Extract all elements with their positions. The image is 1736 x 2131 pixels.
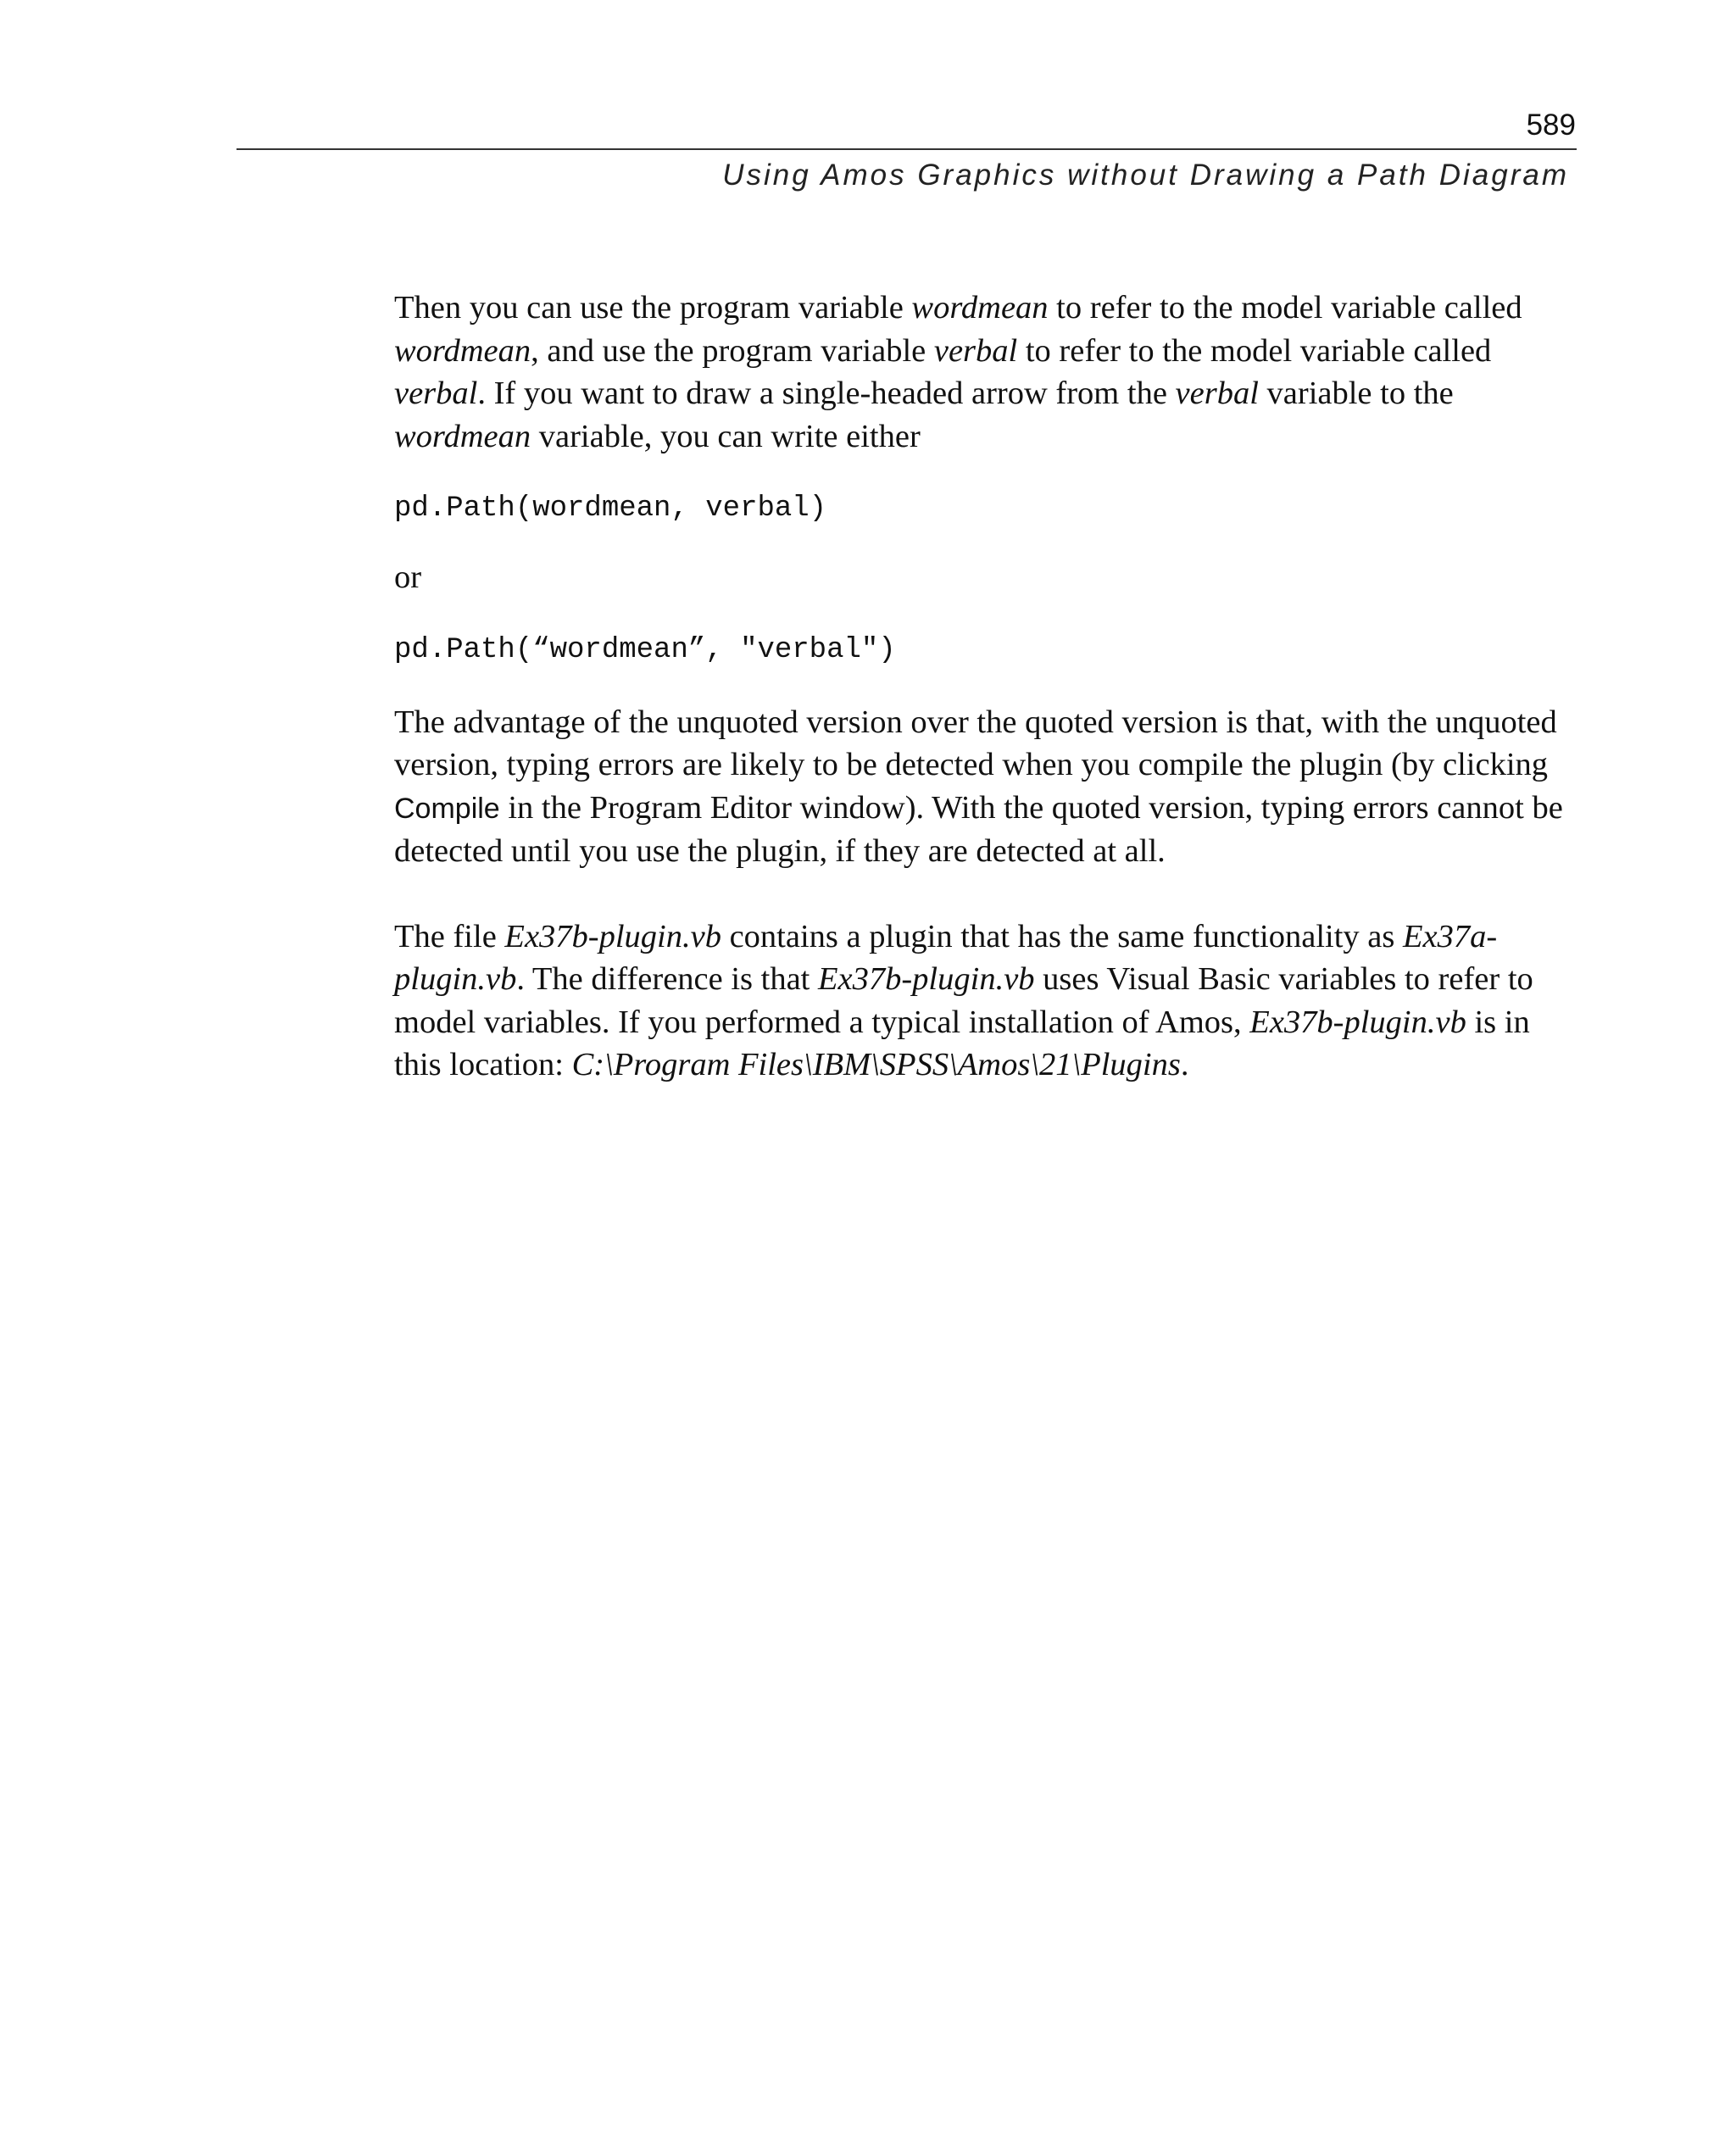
variable-name: wordmean (394, 418, 531, 454)
text-span: to refer to the model variable called (1017, 332, 1492, 369)
file-name: Ex37b-plugin.vb (504, 918, 721, 954)
file-name: Ex37a-plugin.vb (394, 918, 1498, 997)
text-span: . (1180, 1047, 1189, 1082)
text-span: Then you can use the program variable (394, 290, 912, 325)
file-name: Ex37b-plugin.vb (818, 961, 1035, 997)
text-span: The advantage of the unquoted version over the quoted version is that, with the unquoted version, typing errors are likely to be detected when you compile the plugin (by clicking (394, 704, 1557, 782)
paragraph-program-variables (394, 287, 1581, 458)
code-example-unquoted: pd.Path(wordmean, verbal) (394, 492, 827, 525)
text-span: uses Visual Basic variables to refer to model variables. If you performed a typical installation of Amos, (394, 961, 1533, 1040)
text-span: . The difference is that (516, 961, 818, 997)
text-span: is in this location: (394, 1004, 1530, 1082)
variable-name: verbal (394, 376, 478, 411)
paragraph-advantage (394, 701, 1581, 873)
variable-name: wordmean (911, 290, 1049, 325)
text-span: The file (394, 918, 505, 954)
header-rule (236, 148, 1577, 150)
text-span: to refer to the model variable called (1048, 290, 1522, 325)
variable-name: verbal (1175, 376, 1259, 411)
file-name: Ex37b-plugin.vb (1249, 1004, 1466, 1040)
page-body (394, 287, 1581, 1087)
file-path: C:\Program Files\IBM\SPSS\Amos\21\Plugins (571, 1047, 1181, 1082)
code-example-quoted: pd.Path(“wordmean”, "verbal") (394, 633, 896, 666)
paragraph-plugin-file (394, 915, 1581, 1087)
text-span: variable to the (1258, 376, 1454, 411)
text-span: in the Program Editor window). With the quoted version, typing errors cannot be detected until you use the plugin, if they are detected at all. (394, 789, 1563, 869)
text-span: contains a plugin that has the same functionality as (721, 918, 1403, 954)
page-number: 589 (1526, 108, 1576, 142)
text-span: . If you want to draw a single-headed arrow from the (477, 376, 1176, 411)
ui-term-compile: Compile (394, 792, 500, 825)
connector-text: or (394, 559, 422, 595)
running-head: Using Amos Graphics without Drawing a Path Diagram (722, 159, 1569, 192)
text-span: variable, you can write either (531, 418, 921, 454)
text-span: , and use the program variable (531, 332, 934, 369)
variable-name: verbal (933, 332, 1018, 369)
variable-name: wordmean (394, 332, 531, 369)
